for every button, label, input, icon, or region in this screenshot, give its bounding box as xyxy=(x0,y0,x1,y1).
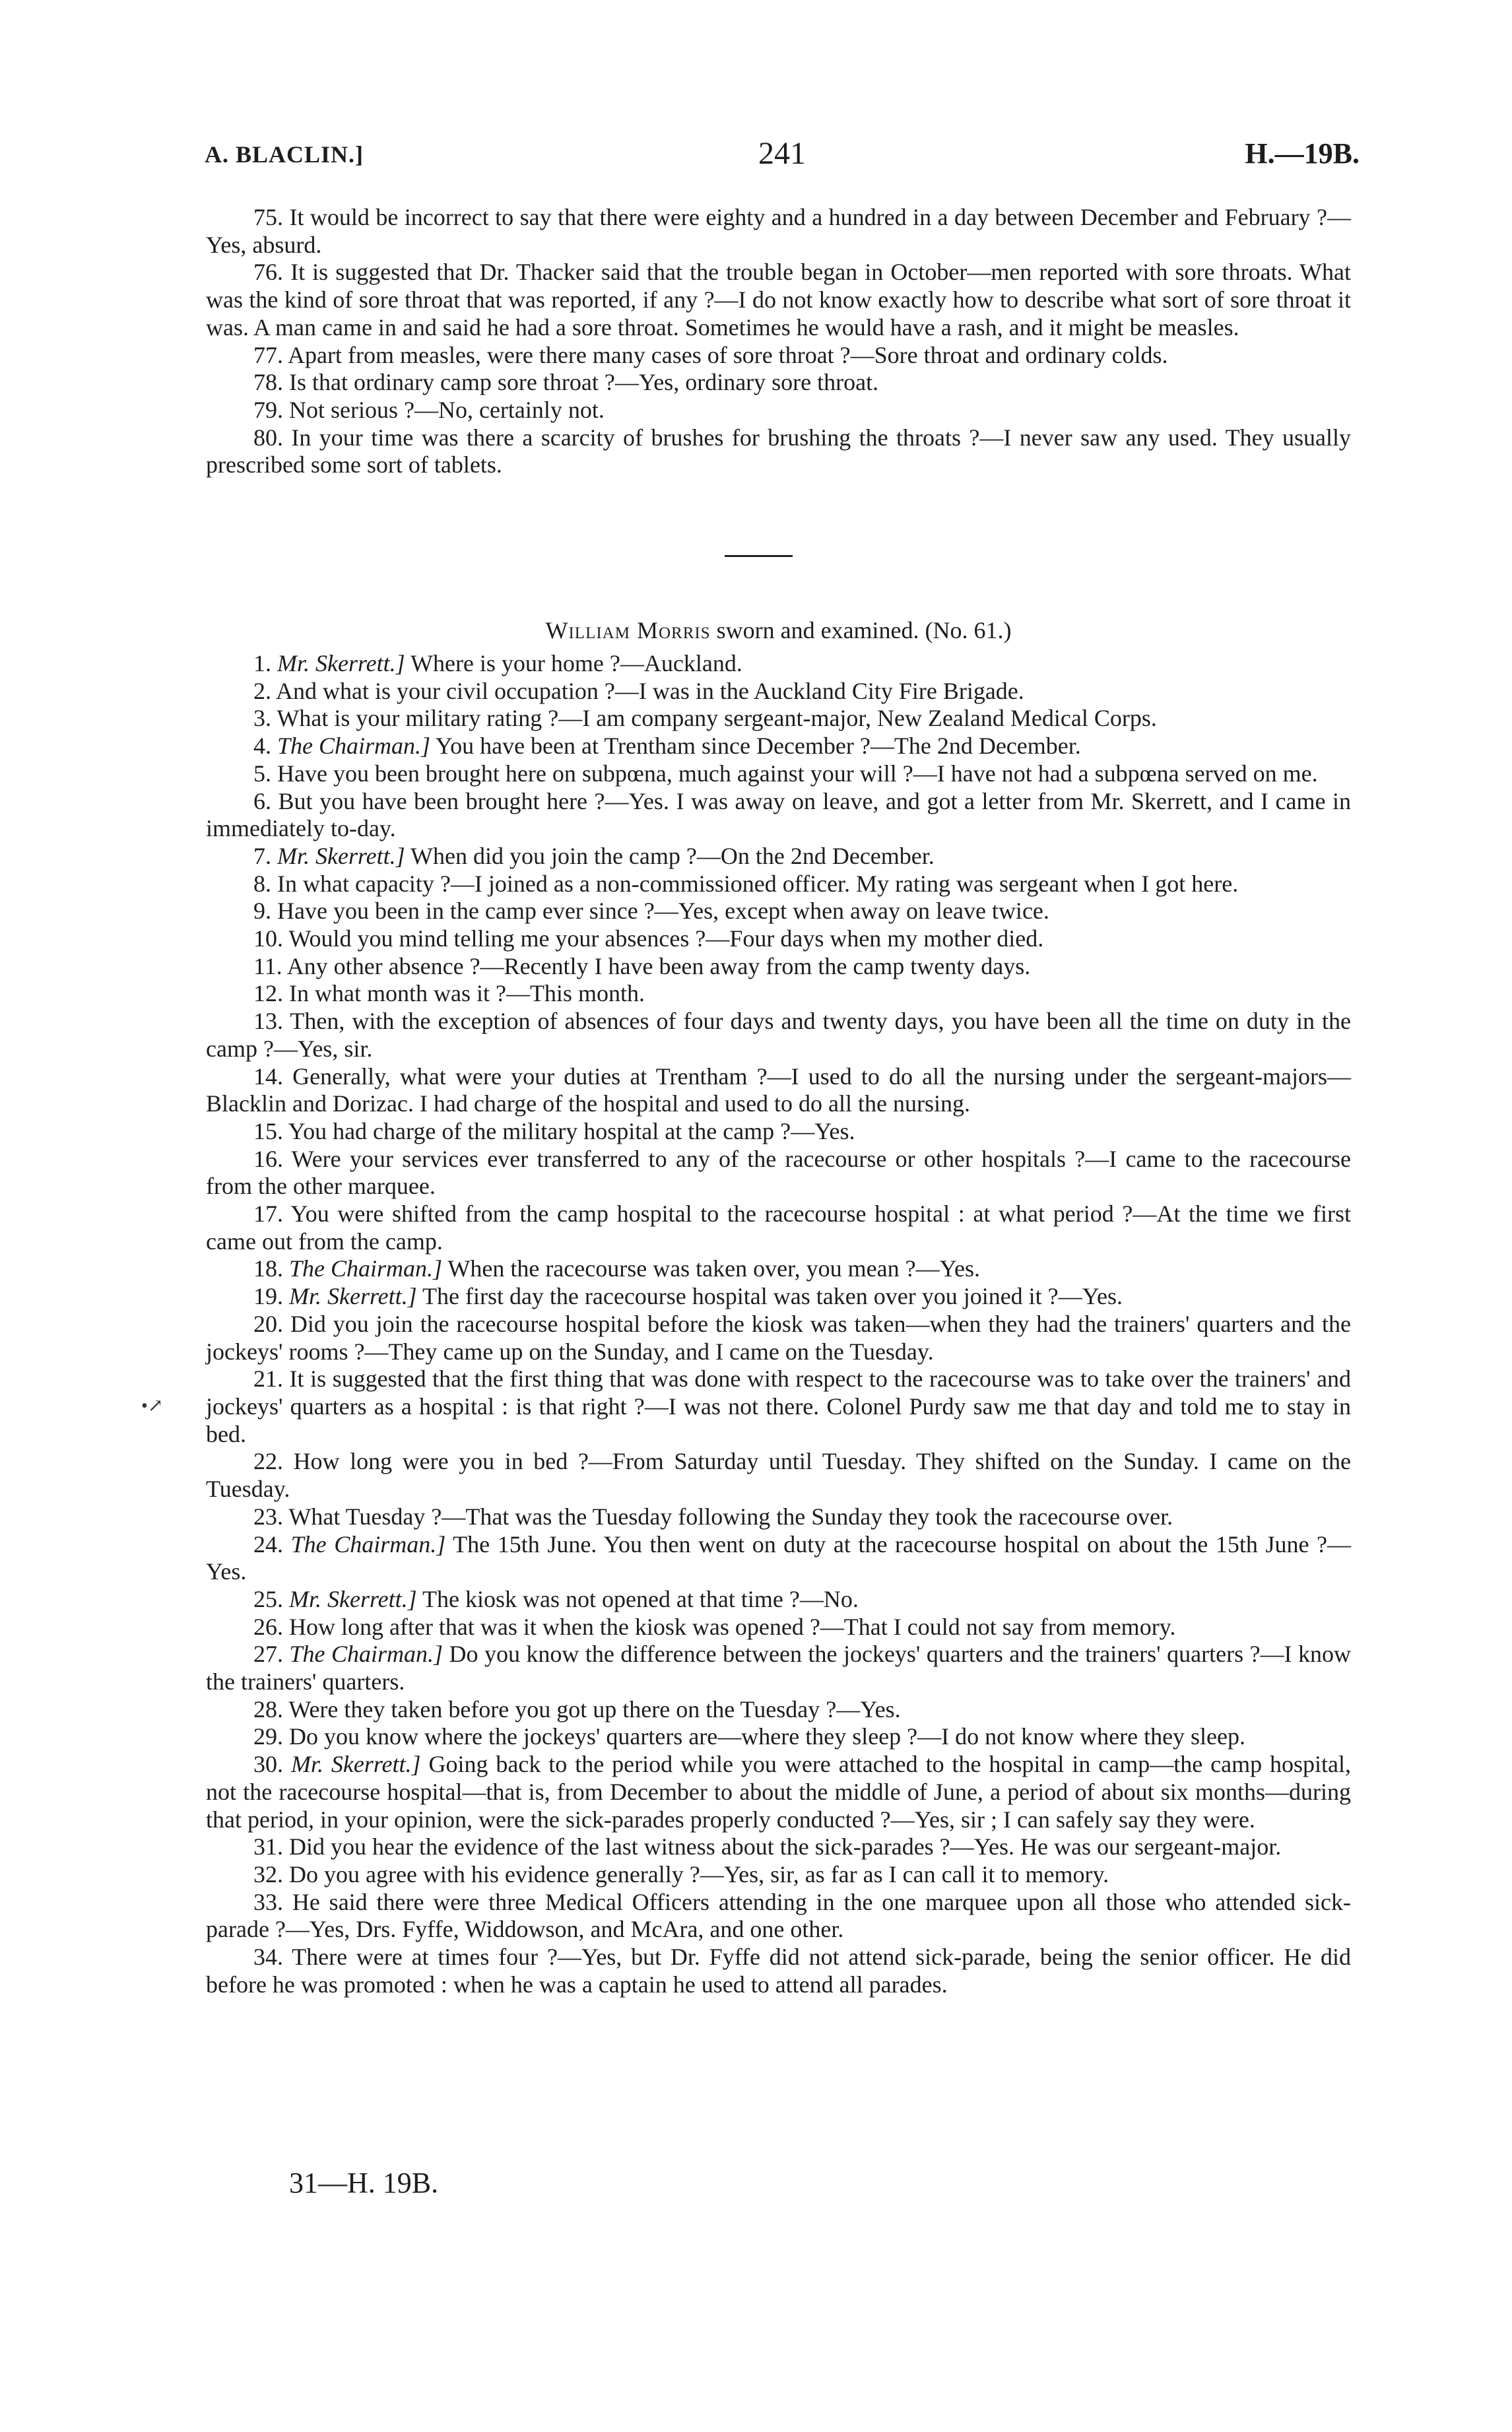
testimony-paragraph: 77. Apart from measles, were there many cases of sore throat ?—Sore throat and ordinary colds. xyxy=(253,341,1168,368)
testimony-paragraph xyxy=(206,678,1351,706)
question-number: 29. xyxy=(253,1723,283,1750)
testimony-paragraph: 79. Not serious ?—No, certainly not. xyxy=(253,396,605,423)
question-number: 16. xyxy=(253,1145,283,1172)
question-number: 15. xyxy=(253,1117,283,1144)
question-number: 11. xyxy=(253,952,282,979)
question-number: 5. xyxy=(253,760,271,787)
testimony-paragraph xyxy=(206,1448,1351,1503)
testimony-paragraph xyxy=(206,1255,1351,1283)
question-number: 3. xyxy=(253,705,271,732)
question-number: 32. xyxy=(253,1860,283,1888)
question-answer: There were at times four ?—Yes, but Dr. Fyffe did not attend sick-parade, being the senior officer. He did before he was promoted : when he was a captain he used to attend all parades. xyxy=(206,1944,1352,1998)
speaker: Mr. Skerrett.] xyxy=(290,1751,421,1778)
testimony-paragraph xyxy=(206,1586,1351,1614)
question-answer: Have you been brought here on subpœna, much against your will ?—I have not had a subpœna served on me. xyxy=(277,760,1318,787)
question-number: 20. xyxy=(253,1310,283,1337)
page-number: 241 xyxy=(758,136,806,171)
testimony-paragraph: 75. It would be incorrect to say that there were eighty and a hundred in a day between December and February ?—Yes, absurd. xyxy=(206,204,1351,258)
testimony-paragraph xyxy=(206,1063,1351,1118)
testimony-paragraph xyxy=(206,1118,1351,1146)
question-answer: Then, with the exception of absences of four days and twenty days, you have been all the time on duty in the camp ?—Yes, sir. xyxy=(206,1008,1351,1062)
question-number: 18. xyxy=(253,1255,283,1282)
testimony-paragraph xyxy=(206,1751,1351,1833)
testimony-paragraph xyxy=(206,1146,1351,1200)
question-number: 22. xyxy=(253,1448,283,1475)
question-answer: In what capacity ?—I joined as a non-commissioned officer. My rating was sergeant when I got here. xyxy=(277,870,1239,897)
testimony-paragraph xyxy=(206,1833,1351,1861)
speaker: The Chairman.] xyxy=(289,1641,443,1668)
section-divider xyxy=(725,555,793,557)
speaker: Mr. Skerrett.] xyxy=(277,842,405,869)
question-answer: Do you agree with his evidence generally ?—Yes, sir, as far as I can call it to memory. xyxy=(289,1860,1109,1888)
question-answer: What Tuesday ?—That was the Tuesday following the Sunday they took the racecourse over. xyxy=(288,1503,1173,1530)
testimony-paragraph xyxy=(206,1641,1351,1695)
question-number: 14. xyxy=(253,1063,283,1090)
document-reference: H.—19B. xyxy=(1245,137,1360,170)
question-number: 33. xyxy=(253,1888,283,1915)
testimony-paragraph xyxy=(206,1365,1351,1448)
question-answer: Generally, what were your duties at Trentham ?—I used to do all the nursing under the sergeant-majors—Blacklin and Dorizac. I had charge of the hospital and used to do all the nursing. xyxy=(206,1063,1351,1117)
question-answer: You have been at Trentham since December ?—The 2nd December. xyxy=(430,733,1081,760)
speaker: The Chairman.] xyxy=(289,1255,443,1282)
question-number: 21. xyxy=(253,1365,283,1393)
question-answer: You were shifted from the camp hospital to the racecourse hospital : at what period ?—At the time we first came out from the camp. xyxy=(206,1200,1351,1255)
question-answer: Were they taken before you got up there on the Tuesday ?—Yes. xyxy=(288,1695,901,1723)
testimony-paragraph xyxy=(206,1723,1351,1751)
question-answer: Would you mind telling me your absences ?—Four days when my mother died. xyxy=(288,925,1044,952)
question-answer: How long after that was it when the kiosk was opened ?—That I could not say from memory. xyxy=(289,1613,1176,1640)
question-answer: How long were you in bed ?—From Saturday until Tuesday. They shifted on the Sunday. I came on the Tuesday. xyxy=(206,1448,1352,1503)
header-witness-name: A. BLACLIN.] xyxy=(205,141,364,168)
testimony-paragraph xyxy=(206,871,1351,898)
question-number: 19. xyxy=(253,1283,283,1310)
question-number: 7. xyxy=(253,842,271,869)
question-number: 6. xyxy=(253,787,271,814)
testimony-paragraph xyxy=(206,1861,1351,1889)
question-number: 8. xyxy=(253,870,271,897)
question-answer: Did you join the racecourse hospital before the kiosk was taken—when they had the trainers' quarters and the jockeys' rooms ?—They came up on the Sunday, and I came on the Tuesday. xyxy=(206,1310,1351,1365)
speaker: Mr. Skerrett.] xyxy=(289,1585,417,1612)
question-number: 24. xyxy=(253,1530,283,1558)
speaker: The Chairman.] xyxy=(277,733,431,760)
margin-mark: •↗ xyxy=(141,1396,164,1416)
speaker: Mr. Skerrett.] xyxy=(289,1283,417,1310)
question-answer: What is your military rating ?—I am company sergeant-major, New Zealand Medical Corps. xyxy=(277,705,1157,732)
question-number: 2. xyxy=(253,677,271,704)
question-answer: The first day the racecourse hospital was taken over you joined it ?—Yes. xyxy=(416,1283,1123,1310)
testimony-paragraph xyxy=(206,1614,1351,1641)
question-number: 34. xyxy=(253,1944,283,1971)
testimony-paragraph xyxy=(206,1696,1351,1724)
witness-testimony xyxy=(206,650,1351,1998)
question-answer: But you have been brought here ?—Yes. I was away on leave, and got a letter from Mr. Skerrett, and I came in immediately to-day. xyxy=(206,787,1352,842)
question-answer: And what is your civil occupation ?—I was in the Auckland City Fire Brigade. xyxy=(276,677,1024,704)
testimony-paragraph xyxy=(206,925,1351,953)
question-answer: Going back to the period while you were attached to the hospital in camp—the camp hospital, not the racecourse hospital—that is, from December to about the middle of June, a period of about six months—during that period, in your opinion, were the sick-parades properly conducted ?—Yes, sir ; I can safely say they were. xyxy=(206,1751,1352,1833)
testimony-paragraph xyxy=(206,843,1351,871)
question-number: 13. xyxy=(253,1008,283,1035)
question-answer: Have you been in the camp ever since ?—Yes, except when away on leave twice. xyxy=(277,898,1049,925)
question-answer: The 15th June. You then went on duty at the racecourse hospital on about the 15th June ?—Yes. xyxy=(206,1530,1351,1585)
page-header xyxy=(205,135,1360,181)
question-number: 4. xyxy=(253,733,271,760)
testimony-paragraph xyxy=(206,733,1351,760)
question-number: 10. xyxy=(253,925,283,952)
witness-heading-text: sworn and examined. (No. 61.) xyxy=(710,617,1012,643)
testimony-paragraph xyxy=(206,1200,1351,1255)
testimony-paragraph xyxy=(206,1311,1351,1365)
question-answer: It is suggested that the first thing that was done with respect to the racecourse was to take over the trainers' and jockeys' quarters as a hospital : is that right ?—I was not there. Colonel Purdy saw me that day and told me to stay in bed. xyxy=(206,1365,1351,1447)
testimony-paragraph xyxy=(206,1889,1351,1944)
question-number: 17. xyxy=(253,1200,283,1228)
testimony-paragraph: 78. Is that ordinary camp sore throat ?—Yes, ordinary sore throat. xyxy=(253,369,879,396)
question-answer: Do you know where the jockeys' quarters are—where they sleep ?—I do not know where they sleep. xyxy=(289,1723,1246,1750)
question-answer: Were your services ever transferred to any of the racecourse or other hospitals ?—I came to the racecourse from the other marquee. xyxy=(206,1145,1351,1200)
question-number: 23. xyxy=(253,1503,283,1530)
question-answer: Did you hear the evidence of the last witness about the sick-parades ?—Yes. He was our sergeant-major. xyxy=(289,1833,1282,1860)
testimony-paragraph xyxy=(206,650,1351,678)
question-answer: The kiosk was not opened at that time ?—No. xyxy=(416,1585,859,1612)
question-answer: Where is your home ?—Auckland. xyxy=(405,650,742,676)
testimony-paragraph xyxy=(206,1944,1351,1998)
testimony-paragraph xyxy=(206,1008,1351,1063)
question-number: 1. xyxy=(253,650,271,676)
question-answer: When did you join the camp ?—On the 2nd December. xyxy=(405,842,935,869)
witness-name: William Morris xyxy=(545,617,711,643)
testimony-paragraph xyxy=(206,788,1351,843)
previous-testimony xyxy=(206,204,1351,479)
question-answer: When the racecourse was taken over, you mean ?—Yes. xyxy=(442,1255,980,1282)
question-answer: He said there were three Medical Officers attending in the one marquee upon all those who attended sick-parade ?—Yes, Drs. Fyffe, Widdowson, and McAra, and one other. xyxy=(206,1888,1352,1943)
question-answer: Do you know the difference between the jockeys' quarters and the trainers' quarters ?—I know the trainers' quarters. xyxy=(206,1641,1352,1695)
testimony-paragraph xyxy=(206,1531,1351,1586)
testimony-paragraph xyxy=(206,760,1351,788)
testimony-paragraph xyxy=(206,705,1351,733)
question-number: 31. xyxy=(253,1833,283,1860)
speaker: Mr. Skerrett.] xyxy=(277,650,405,676)
question-number: 28. xyxy=(253,1695,283,1723)
testimony-paragraph xyxy=(206,980,1351,1008)
question-number: 25. xyxy=(253,1585,283,1612)
speaker: The Chairman.] xyxy=(290,1530,446,1558)
testimony-paragraph xyxy=(206,953,1351,981)
testimony-paragraph xyxy=(206,1283,1351,1311)
testimony-paragraph xyxy=(206,898,1351,925)
testimony-paragraph: 80. In your time was there a scarcity of brushes for brushing the throats ?—I never saw any used. They usually prescribed some sort of tablets. xyxy=(206,424,1351,478)
signature-mark: 31—H. 19B. xyxy=(289,2167,439,2199)
witness-heading xyxy=(206,617,1351,645)
question-answer: Any other absence ?—Recently I have been away from the camp twenty days. xyxy=(286,952,1031,979)
question-number: 30. xyxy=(253,1751,283,1778)
question-answer: You had charge of the military hospital at the camp ?—Yes. xyxy=(288,1117,855,1144)
question-answer: In what month was it ?—This month. xyxy=(289,980,645,1007)
question-number: 26. xyxy=(253,1613,283,1640)
question-number: 12. xyxy=(253,980,283,1007)
testimony-paragraph xyxy=(206,1503,1351,1531)
question-number: 9. xyxy=(253,898,271,925)
question-number: 27. xyxy=(253,1641,283,1668)
testimony-paragraph: 76. It is suggested that Dr. Thacker said that the trouble began in October—men reported with sore throats. What was the kind of sore throat that was reported, if any ?—I do not know exactly how to describe what sort of sore throat it was. A man came in and said he had a sore throat. Sometimes he would have a rash, and it might be measles. xyxy=(206,259,1351,341)
